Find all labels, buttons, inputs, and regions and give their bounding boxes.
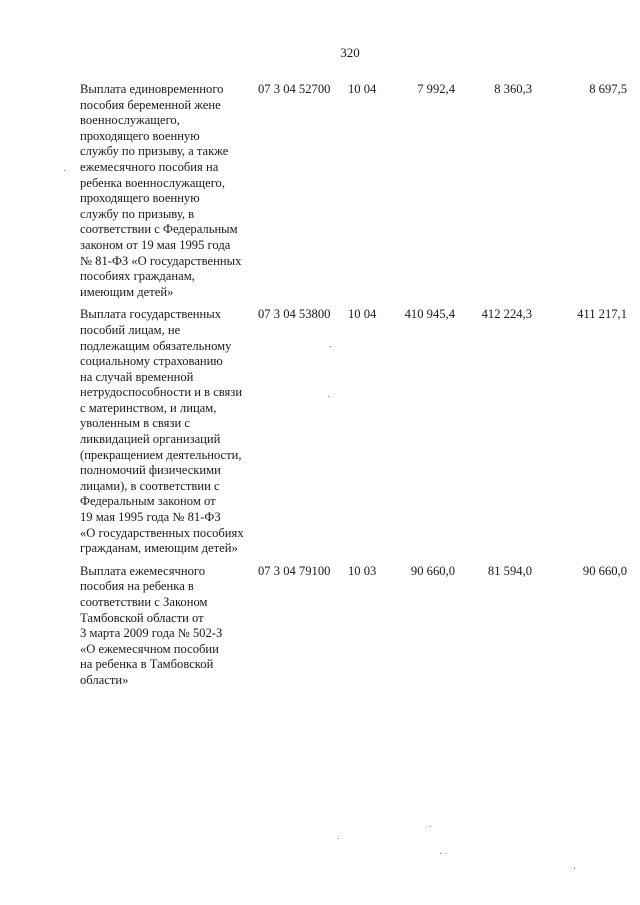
row-value-2: 81 594,0 [487,563,532,578]
page-number: 320 [340,45,360,60]
budget-table [80,82,627,696]
row-value-3: 8 697,5 [589,82,627,96]
row-target-code: 07 3 04 79100 [258,563,331,578]
scan-speck [330,346,331,347]
scan-speck [328,396,329,397]
scan-speck [64,170,65,171]
row-description: Выплата государственных пособий лицам, не подлежащим обязательному социальному страхованию на случай временной нетрудоспособности и в связи с материнством, и лицам, уволенным в связи с ликвидацией организаций (прекращением деятельности, полномочий физическими лицами), в соответствии с Федеральным законом от 19 мая 1995 года № 81-ФЗ «О государственных пособиях гражданам, имеющим детей» [80,307,244,556]
scan-speck [338,838,339,839]
scan-speck [430,826,431,827]
row-value-1: 7 992,4 [417,82,455,96]
table-row [80,563,627,689]
row-value-1: 410 945,4 [404,307,455,322]
row-value-2: 8 360,3 [494,82,532,96]
row-description: Выплата единовременного пособия беременной жене военнослужащего, проходящего военную службу по призыву, а также ежемесячного пособия на ребенка военнослужащего, проходящего военную службу по призыву, в соответствии с Федеральным законом от 19 мая 1995 года № 81-ФЗ «О государственных пособиях гражданам, имеющим детей» [80,82,242,299]
row-description: Выплата ежемесячного пособия на ребенка в соответствии с Законом Тамбовской области от 3 марта 2009 года № 502-З «О ежемесячном пособии на ребенка в Тамбовской области» [80,563,223,687]
scan-speck [440,853,441,854]
table-row [80,82,627,300]
row-value-3: 90 660,0 [582,563,627,578]
table-row [80,307,627,557]
row-value-3: 411 217,1 [577,307,627,322]
row-target-code: 07 3 04 52700 [258,82,331,96]
row-section-code: 10 03 [348,563,377,578]
row-value-2: 412 224,3 [481,307,532,322]
row-section-code: 10 04 [348,82,377,96]
scan-speck [574,868,575,869]
row-value-1: 90 660,0 [410,563,455,578]
row-section-code: 10 04 [348,307,377,322]
scan-speck [446,853,447,854]
row-target-code: 07 3 04 53800 [258,307,331,322]
